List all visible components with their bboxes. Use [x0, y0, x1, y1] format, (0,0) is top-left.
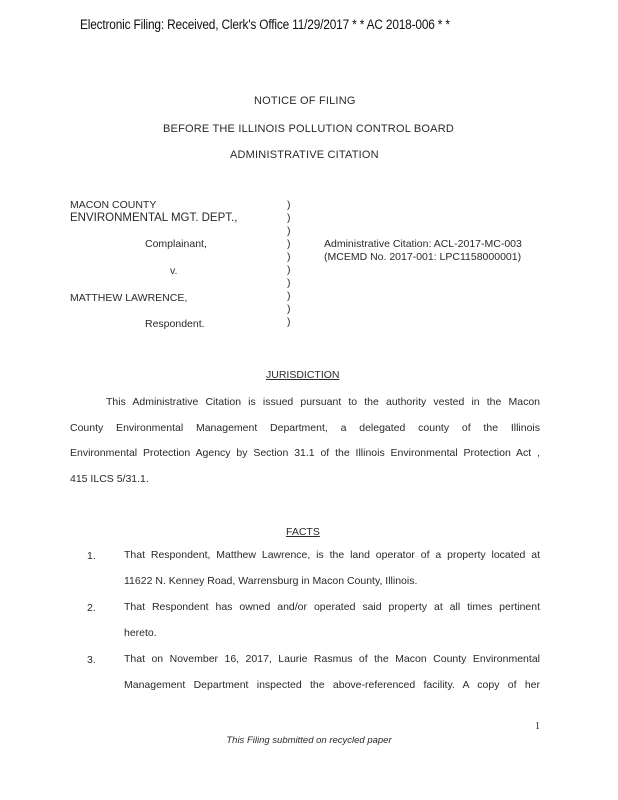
fact-item: [124, 647, 540, 698]
jurisdiction-paragraph: [70, 390, 540, 492]
notice-title: NOTICE OF FILING: [254, 95, 356, 107]
fact-line: Management Department inspected the above-referenced facility. A copy of her: [124, 678, 540, 691]
complainant-label: Complainant,: [145, 238, 207, 250]
jurisdiction-line: County Environmental Management Department, a delegated county of the Illinois: [70, 421, 540, 434]
jurisdiction-line: Environmental Protection Agency by Section 31.1 of the Illinois Environmental Protection Act ,: [70, 447, 540, 459]
citation-number: Administrative Citation: ACL-2017-MC-003: [324, 238, 522, 250]
caption-parenthesis: ): [287, 199, 291, 211]
caption-parenthesis: ): [287, 303, 291, 315]
footer-note: This Filing submitted on recycled paper: [226, 735, 392, 746]
fact-item: [124, 595, 540, 646]
board-title: BEFORE THE ILLINOIS POLLUTION CONTROL BOARD: [163, 123, 454, 135]
facts-heading: FACTS: [286, 526, 320, 538]
caption-parenthesis: ): [287, 264, 291, 276]
caption-parenthesis: ): [287, 251, 291, 263]
fact-line: That on November 16, 2017, Laurie Rasmus of the Macon County Environmental: [124, 653, 540, 665]
jurisdiction-heading: JURISDICTION: [266, 369, 340, 381]
versus-label: v.: [170, 265, 178, 277]
caption-parenthesis: ): [287, 290, 291, 302]
fact-number: 3.: [87, 654, 96, 666]
jurisdiction-line: This Administrative Citation is issued pursuant to the authority vested in the Macon: [106, 396, 540, 408]
jurisdiction-line: 415 ILCS 5/31.1.: [70, 472, 149, 485]
caption-parenthesis: ): [287, 225, 291, 237]
caption-parenthesis: ): [287, 277, 291, 289]
fact-line: That Respondent has owned and/or operated said property at all times pertinent: [124, 601, 540, 613]
page-number: 1: [535, 721, 540, 732]
fact-number: 2.: [87, 602, 96, 614]
filing-stamp: Electronic Filing: Received, Clerk's Office 11/29/2017 * * AC 2018-006 * *: [80, 17, 450, 32]
citation-reference: (MCEMD No. 2017-001: LPC1158000001): [324, 251, 522, 263]
caption-parenthesis: ): [287, 212, 291, 224]
complainant-name-line1: MACON COUNTY: [70, 199, 157, 211]
caption-parenthesis: ): [287, 238, 291, 250]
respondent-label: Respondent.: [145, 318, 205, 330]
caption-parenthesis: ): [287, 316, 291, 328]
complainant-name-line2: ENVIRONMENTAL MGT. DEPT.,: [70, 212, 238, 224]
fact-item: [124, 543, 540, 594]
respondent-name: MATTHEW LAWRENCE,: [70, 292, 188, 304]
fact-number: 1.: [87, 550, 96, 562]
fact-line: 11622 N. Kenney Road, Warrensburg in Macon County, Illinois.: [124, 574, 418, 587]
fact-line: hereto.: [124, 626, 157, 639]
fact-line: That Respondent, Matthew Lawrence, is the land operator of a property located at: [124, 549, 540, 561]
citation-title: ADMINISTRATIVE CITATION: [230, 149, 379, 161]
